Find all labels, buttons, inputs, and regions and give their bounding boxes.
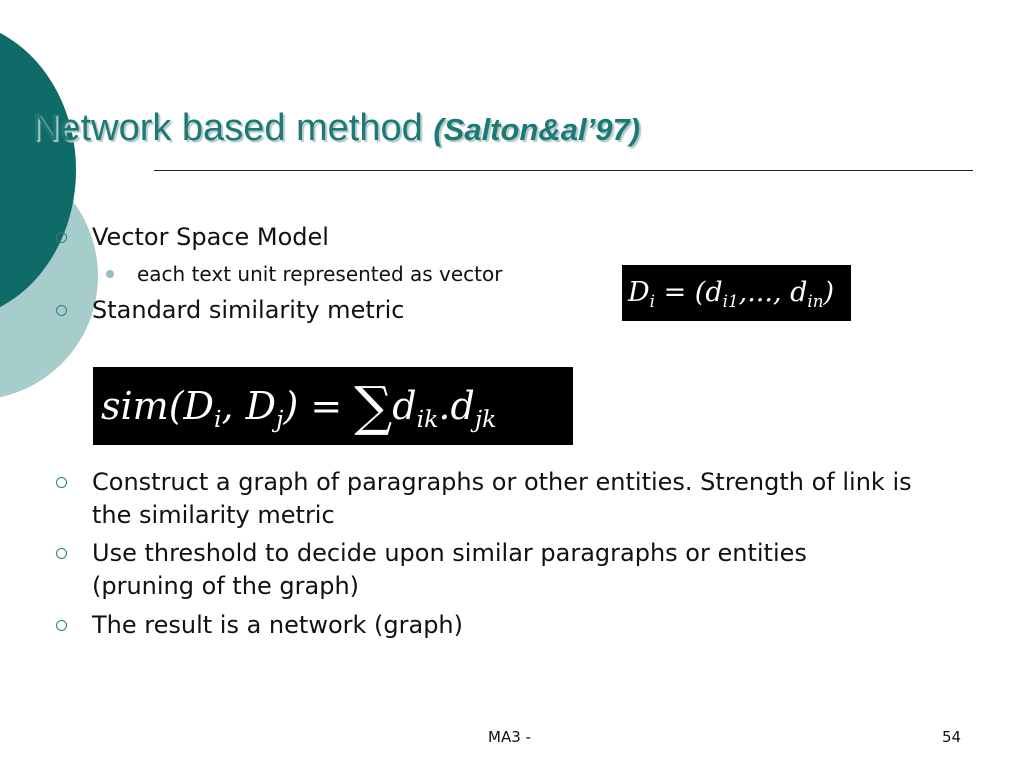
similarity-formula-image (93, 367, 573, 445)
formula-symbol: , D (221, 384, 277, 428)
hollow-circle-bullet-icon (56, 477, 67, 488)
formula-symbol: d (392, 384, 417, 428)
formula-symbol: sim(D (101, 384, 214, 428)
bullet-item (56, 537, 916, 603)
hollow-circle-bullet-icon (56, 305, 67, 316)
bullet-text: Use threshold to decide upon similar paragraphs or entities (pruning of the graph) (92, 539, 807, 600)
bullet-text: The result is a network (graph) (92, 611, 464, 639)
formula-subscript: i (649, 290, 656, 311)
formula-symbol: ) (823, 277, 835, 308)
slide-title-citation: (Salton&al’97) (433, 112, 641, 147)
slide-title (32, 107, 640, 150)
formula-subscript: j (276, 405, 284, 434)
vector-formula-image (622, 265, 851, 321)
bullet-item (56, 466, 916, 532)
formula-subscript: jk (474, 405, 497, 434)
formula-symbol: ,..., d (738, 277, 808, 308)
formula-subscript: in (807, 290, 824, 311)
hollow-circle-bullet-icon (56, 548, 67, 559)
formula-subscript: ik (416, 405, 439, 434)
formula-symbol: = (d (655, 277, 723, 308)
bullet-text: Standard similarity metric (92, 296, 405, 324)
formula-symbol: .d (438, 384, 475, 428)
footer-label: MA3 - (488, 728, 531, 746)
hollow-circle-bullet-icon (56, 620, 67, 631)
bullet-text: Vector Space Model (92, 223, 329, 251)
hollow-circle-bullet-icon (56, 232, 67, 243)
bullet-item (56, 221, 916, 254)
bullet-item (56, 609, 916, 642)
sub-bullet-item (106, 260, 502, 288)
formula-subscript: i1 (722, 290, 739, 311)
bullet-text: Construct a graph of paragraphs or other entities. Strength of link is the similarity metric (92, 468, 912, 529)
sub-bullet-text: each text unit represented as vector (137, 262, 503, 286)
filled-dot-bullet-icon (106, 270, 114, 278)
summation-symbol: ∑ (354, 375, 393, 438)
slide-title-main: Network based method (32, 107, 434, 149)
title-divider (154, 170, 973, 171)
page-number: 54 (942, 728, 962, 746)
formula-symbol: D (628, 277, 650, 308)
formula-subscript: i (213, 405, 222, 434)
formula-symbol: ) = (283, 384, 355, 428)
